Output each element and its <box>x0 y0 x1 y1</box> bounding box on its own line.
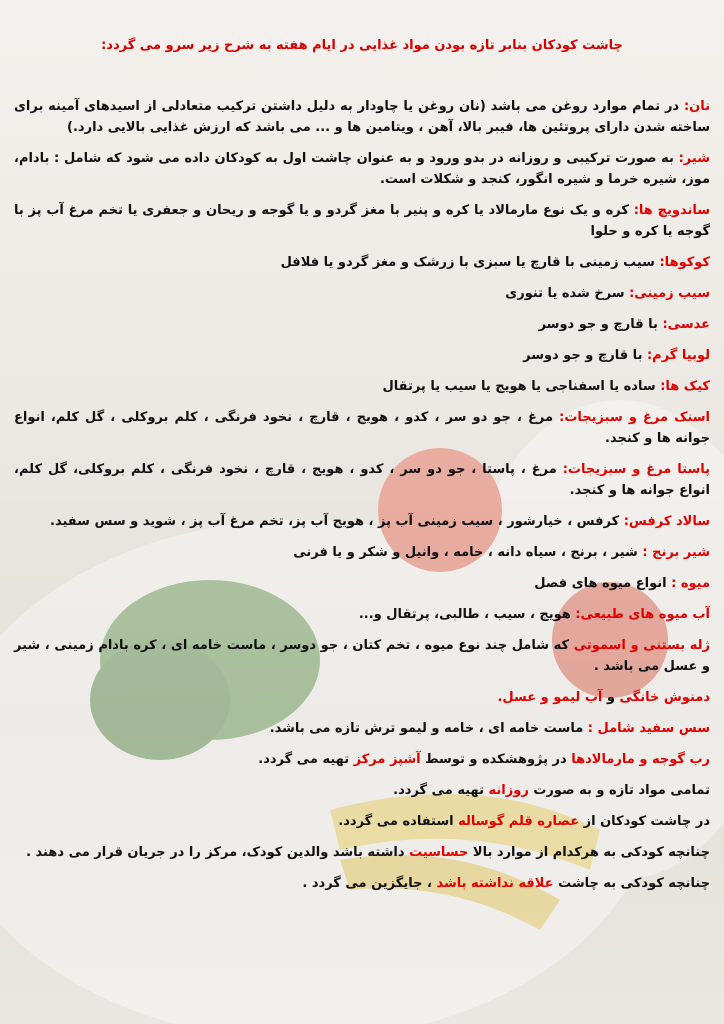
menu-item <box>14 407 710 449</box>
menu-item-label: شیر: <box>678 151 710 166</box>
menu-item-label: پاستا مرغ و سبزیجات: <box>562 462 710 477</box>
menu-item <box>14 200 710 242</box>
allergy-end: داشته باشد والدین کودک، مرکز را در جریان قرار می دهند . <box>26 845 410 860</box>
menu-item-label: لوبیا گرم: <box>646 348 710 363</box>
menu-item <box>14 345 710 366</box>
line-pump <box>14 811 710 832</box>
menu-item <box>14 573 710 594</box>
line-dessert <box>14 687 710 708</box>
menu-item-text: انواع میوه های فصل <box>534 576 672 591</box>
menu-item-text: کره و یک نوع مارمالاد یا کره و پنیر با مغز گردو و یا گوجه و ریحان و جعفری یا تخم مرغ آب پز با گوجه یا کره و حلوا <box>14 203 710 239</box>
menu-item-text: با قارچ و جو دوسر <box>538 317 663 332</box>
menu-item-text: مرغ ، جو دو سر ، کدو ، هویج ، قارچ ، نخود فرنگی ، کلم بروکلی ، گل کلم، انواع جوانه ها و کنجد. <box>14 410 710 446</box>
line-sauce <box>14 718 710 739</box>
menu-item-label: کیک ها: <box>660 379 710 394</box>
menu-item <box>14 511 710 532</box>
fresh-start: تمامی مواد تازه و به صورت <box>528 783 710 798</box>
snack-menu-document <box>14 36 710 904</box>
menu-item-label: آب میوه های طبیعی: <box>575 607 710 622</box>
menu-item-text: در تمام موارد روغن می باشد (نان روغن یا چاودار به دلیل داشتن ترکیب متعادلی از اسیدهای آمینه برای ساخته شدن دارای پروتئین ها، فیبر بالا، آهن ، ویتامین ها و ... می باشد که ارزش غذایی بالایی دارد.) <box>14 99 710 135</box>
menu-item-label: اسنک مرغ و سبزیجات: <box>559 410 711 425</box>
dessert-mid: و <box>602 690 620 705</box>
menu-item <box>14 96 710 138</box>
menu-item-text: که شامل چند نوع میوه ، تخم کتان ، جو دوسر ، ماست خامه ای ، کره بادام زمینی ، شیر و عسل می باشد . <box>14 638 710 674</box>
allergy-red: حساسیت <box>409 845 469 860</box>
menu-item <box>14 283 710 304</box>
rob-mid: در پژوهشکده و توسط <box>420 752 572 767</box>
fresh-end: تهیه می گردد. <box>393 783 489 798</box>
line-allergy <box>14 842 710 863</box>
menu-item <box>14 314 710 335</box>
menu-item <box>14 376 710 397</box>
menu-item-label: عدسی: <box>662 317 710 332</box>
page-title: چاشت کودکان بنابر تازه بودن مواد غذایی در ایام هفته به شرح زیر سرو می گردد: <box>101 38 623 53</box>
rob-end: تهیه می گردد. <box>258 752 354 767</box>
rob-chef: آشپز مرکز <box>353 752 421 767</box>
menu-item-text: سرخ شده یا تنوری <box>505 286 630 301</box>
menu-item-label: شیر برنج : <box>642 545 710 560</box>
dessert-suffix: آب لیمو و عسل. <box>497 690 603 705</box>
line-dislike <box>14 873 710 894</box>
menu-item-text: شیر ، برنج ، سیاه دانه ، خامه ، وانیل و شکر و یا فرنی <box>293 545 643 560</box>
menu-item-label: نان: <box>683 99 710 114</box>
menu-item-label: میوه : <box>671 576 710 591</box>
menu-item <box>14 252 710 273</box>
menu-item-text: ساده یا اسفناجی یا هویج یا سیب یا پرتقال <box>382 379 661 394</box>
menu-item-text: کرفس ، خیارشور ، سیب زمینی آب پز ، هویج آب پز، تخم مرغ آب پز ، شوید و سس سفید. <box>50 514 624 529</box>
allergy-start: چنانچه کودکی به هرکدام از موارد بالا <box>468 845 710 860</box>
menu-item-label: سالاد کرفس: <box>623 514 710 529</box>
rob-label: رب گوجه و مارمالادها <box>571 752 710 767</box>
menu-item <box>14 635 710 677</box>
pump-end: استفاده می گردد. <box>338 814 459 829</box>
line-fresh <box>14 780 710 801</box>
menu-item <box>14 604 710 625</box>
line-rob <box>14 749 710 770</box>
menu-items-list <box>14 96 710 677</box>
pump-start: در چاشت کودکان از <box>579 814 710 829</box>
menu-item-label: کوکوها: <box>659 255 710 270</box>
menu-item <box>14 542 710 563</box>
menu-item-text: مرغ ، پاستا ، جو دو سر ، کدو ، هویج ، قارچ ، نخود فرنگی ، کلم بروکلی، گل کلم، انواع جوانه ها و کنجد. <box>14 462 710 498</box>
menu-item <box>14 459 710 501</box>
dessert-prefix: دمنوش خانگی <box>619 690 710 705</box>
fresh-red: روزانه <box>488 783 529 798</box>
menu-item-label: ژله بستنی و اسموتی <box>573 638 710 653</box>
pump-red: عصاره قلم گوساله <box>458 814 580 829</box>
dislike-red: علاقه نداشته باشد <box>436 876 554 891</box>
sauce-label: سس سفید شامل : <box>587 721 710 736</box>
dislike-end: ، جایگزین می گردد . <box>302 876 437 891</box>
menu-item-label: ساندویچ ها: <box>633 203 710 218</box>
menu-item-text: به صورت ترکیبی و روزانه در بدو ورود و به عنوان چاشت اول به کودکان داده می شود که شامل : بادام، موز، شیره خرما و شیره انگور، کنجد و شکلات است. <box>14 151 710 187</box>
menu-item-text: با قارچ و جو دوسر <box>523 348 647 363</box>
dislike-start: چنانچه کودکی به چاشت <box>553 876 710 891</box>
menu-item-text: هویج ، سیب ، طالبی، پرتقال و... <box>358 607 576 622</box>
sauce-text: ماست خامه ای ، خامه و لیمو ترش تازه می باشد. <box>269 721 588 736</box>
menu-item-text: سیب زمینی با قارچ یا سبزی با زرشک و مغز گردو یا فلافل <box>280 255 660 270</box>
menu-item <box>14 148 710 190</box>
menu-item-label: سیب زمینی: <box>629 286 710 301</box>
